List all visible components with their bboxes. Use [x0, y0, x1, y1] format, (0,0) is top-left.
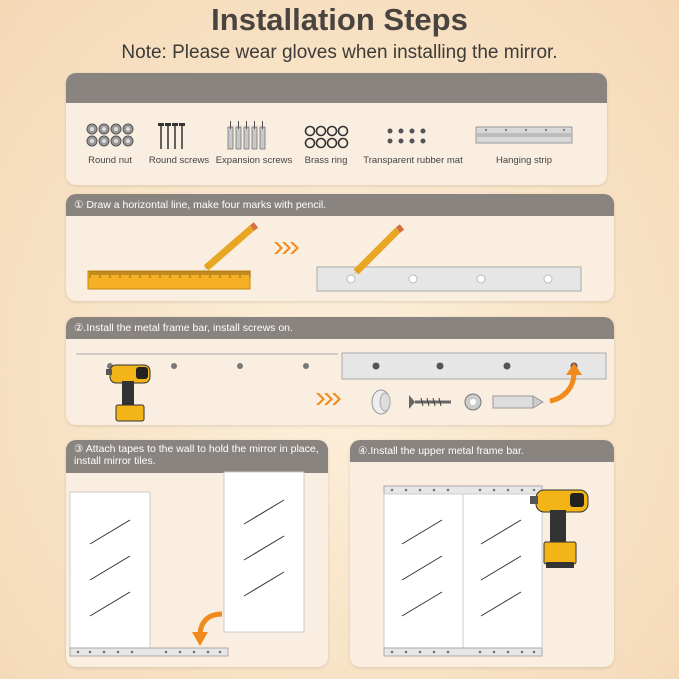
bottom-frame-bar — [384, 648, 542, 656]
wall-line — [76, 353, 338, 355]
rubber-mat-icon — [386, 127, 430, 147]
arrow-icon — [316, 393, 344, 405]
step-3-panel — [66, 440, 328, 667]
step-1-panel — [66, 194, 614, 301]
part-label: Hanging strip — [496, 155, 552, 166]
part-label: Brass ring — [304, 155, 348, 166]
hanging-strip-icon — [476, 125, 572, 145]
mirror-tile — [70, 492, 150, 652]
curved-arrow-icon — [192, 612, 226, 646]
screw-assembly-icon — [371, 389, 551, 415]
part-label: Expansion screws — [215, 155, 293, 166]
step-2-heading: ②.Install the metal frame bar, install screws on. — [66, 317, 614, 339]
parts-panel — [66, 73, 607, 185]
brass-ring-icon — [304, 125, 350, 149]
expansion-screw-icon — [226, 121, 272, 151]
part-label: Round nut — [88, 155, 132, 166]
step-1-heading: ① Draw a horizontal line, make four marks with pencil. — [66, 194, 614, 216]
top-frame-bar — [384, 486, 542, 494]
step-4-panel — [350, 440, 614, 667]
bottom-frame-bar — [70, 648, 228, 656]
part-label: Round screws — [148, 155, 210, 166]
mirror-tile — [224, 472, 304, 632]
parts-panel-header — [66, 73, 607, 103]
drill-icon — [536, 486, 596, 578]
mirror-tile — [463, 494, 542, 652]
step-2-panel — [66, 317, 614, 425]
drill-icon — [106, 361, 162, 423]
arrow-icon — [274, 242, 302, 254]
round-screw-icon — [158, 123, 188, 151]
mirror-tile — [384, 494, 463, 652]
page-title: Installation Steps — [211, 2, 468, 37]
pencil-icon — [198, 224, 258, 274]
step-4-heading: ④.Install the upper metal frame bar. — [350, 440, 614, 462]
part-label: Transparent rubber mat — [363, 155, 463, 166]
pencil-icon — [348, 226, 404, 278]
round-nut-icon — [86, 123, 136, 149]
step-3-heading: ③ Attach tapes to the wall to hold the mirror in place, install mirror tiles. — [66, 440, 328, 473]
safety-note: Note: Please wear gloves when installing the mirror. — [121, 42, 558, 63]
curved-arrow-icon — [548, 363, 584, 407]
